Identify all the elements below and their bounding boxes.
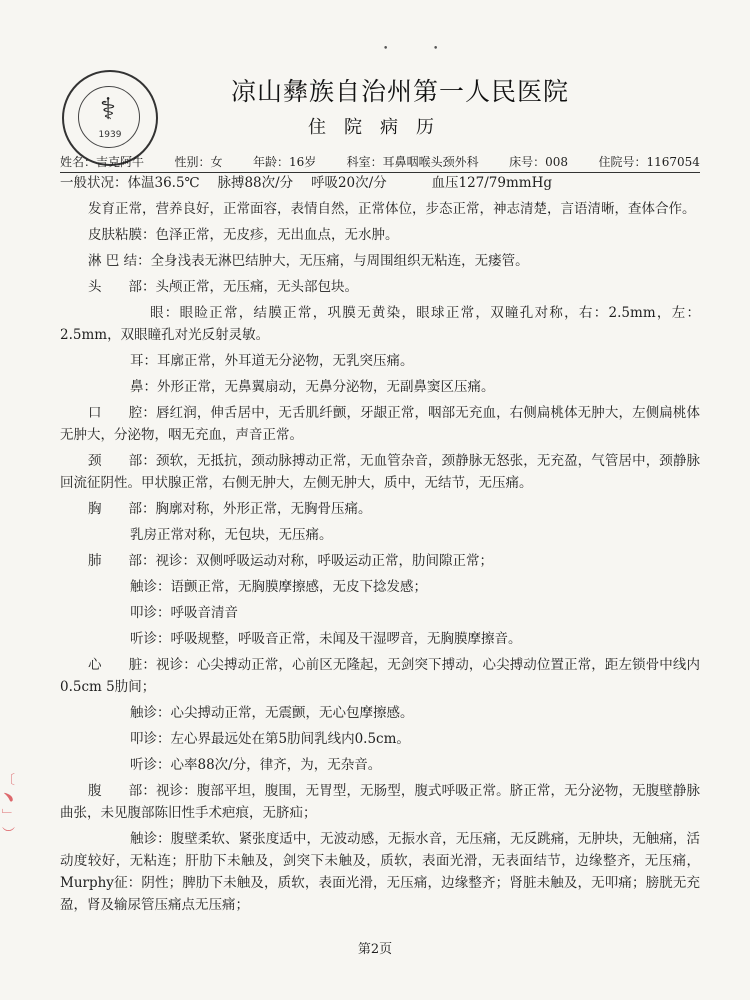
lung-inspection: 肺 部：视诊：双侧呼吸运动对称，呼吸运动正常，肋间隙正常；: [88, 553, 493, 569]
page-number: 第2页: [357, 942, 393, 957]
physical-exam-section: [60, 172, 700, 920]
lung-percussion: 叩诊：呼吸音清音: [130, 605, 238, 621]
scan-artifact: •: [433, 44, 439, 54]
medical-caduceus-icon: ⚕: [99, 92, 117, 127]
breast-text: 乳房正常对称，无包块，无压痛。: [130, 527, 333, 543]
mouth-text: 口 腔：唇红润，伸舌居中，无舌肌纤颤，牙龈正常，咽部无充血，右侧扁桃体无肿大，左侧扁桃体无肿大，分泌物，咽无充血，声音正常。: [60, 405, 700, 443]
scan-artifact: •: [383, 44, 389, 54]
patient-gender: 性别：女: [174, 155, 223, 169]
development-text: 发育正常，营养良好，正常面容，表情自然，正常体位，步态正常，神志清楚，言语清晰，查体合作。: [88, 201, 696, 217]
nose-text: 鼻：外形正常，无鼻翼扇动，无鼻分泌物，无副鼻窦区压痛。: [130, 379, 495, 395]
chest-text: 胸 部：胸廓对称，外形正常，无胸骨压痛。: [88, 501, 372, 517]
heart-auscultation: 听诊：心率88次/分，律齐，为，无杂音。: [130, 757, 382, 773]
skin-mucosa-text: 皮肤粘膜：色泽正常，无皮疹，无出血点，无水肿。: [88, 227, 399, 243]
heart-palpation: 触诊：心尖搏动正常，无震颤，无心包摩擦感。: [130, 705, 414, 721]
patient-department: 科室：耳鼻咽喉头颈外科: [346, 155, 479, 169]
heart-inspection: 心 脏：视诊：心尖搏动正常，心前区无隆起，无剑突下搏动，心尖搏动位置正常，距左锁骨中线内0.5cm 5肋间；: [60, 657, 700, 695]
head-text: 头 部：头颅正常，无压痛，无头部包块。: [88, 279, 358, 295]
record-title: 住院病历: [308, 117, 452, 138]
neck-text: 颈 部：颈软，无抵抗，颈动脉搏动正常，无血管杂音，颈静脉无怒张，无充盈，气管居中，颈静脉回流征阴性。甲状腺正常，右侧无肿大，左侧无肿大，质中，无结节，无压痛。: [60, 453, 700, 491]
patient-info-line: [60, 153, 700, 173]
patient-age: 年龄：16岁: [252, 155, 317, 169]
patient-admission-number: 住院号：1167054: [598, 155, 700, 169]
patient-name: 姓名：吉克阿牛: [60, 155, 145, 169]
lung-palpation: 触诊：语颤正常，无胸膜摩擦感，无皮下捻发感；: [130, 579, 427, 595]
hospital-logo: [62, 70, 158, 166]
patient-bed: 床号：008: [509, 155, 569, 169]
ears-text: 耳：耳廓正常，外耳道无分泌物，无乳突压痛。: [130, 353, 414, 369]
lymph-node-text: 淋 巴 结：全身浅表无淋巴结肿大，无压痛，与周围组织无粘连，无瘘管。: [88, 253, 529, 269]
heart-percussion: 叩诊：左心界最远处在第5肋间乳线内0.5cm。: [130, 731, 410, 747]
general-condition: 一般状况：体温36.5℃ 脉搏88次/分 呼吸20次/分 血压127/79mmHg: [60, 175, 552, 191]
abdomen-palpation: 触诊：腹壁柔软、紧张度适中，无波动感，无振水音，无压痛，无反跳痛，无肿块，无触痛，活动度较好，无粘连；肝肋下未触及，剑突下未触及，质软，表面光滑，无表面结节，边缘整齐，无压痛，Murphy征：阴性；脾肋下未触及，质软，表面光滑，无压痛，边缘整齐；肾脏未触及，无叩痛；膀胱无充盈，肾及输尿管压痛点无压痛；: [60, 831, 700, 913]
logo-year: 1939: [98, 130, 122, 140]
red-stamp-fragment: 〔 ﹅ ﹂ ︶: [2, 773, 16, 842]
lung-auscultation: 听诊：呼吸规整，呼吸音正常，未闻及干湿啰音，无胸膜摩擦音。: [130, 631, 522, 647]
abdomen-inspection: 腹 部：视诊：腹部平坦，腹围，无胃型，无肠型，腹式呼吸正常。脐正常，无分泌物，无腹壁静脉曲张，未见腹部陈旧性手术疤痕，无脐疝；: [60, 783, 700, 821]
eyes-text: 眼：眼睑正常，结膜正常，巩膜无黄染，眼球正常，双瞳孔对称，右：2.5mm，左：2.5mm，双眼瞳孔对光反射灵敏。: [60, 305, 700, 343]
hospital-name: 凉山彝族自治州第一人民医院: [230, 77, 569, 106]
